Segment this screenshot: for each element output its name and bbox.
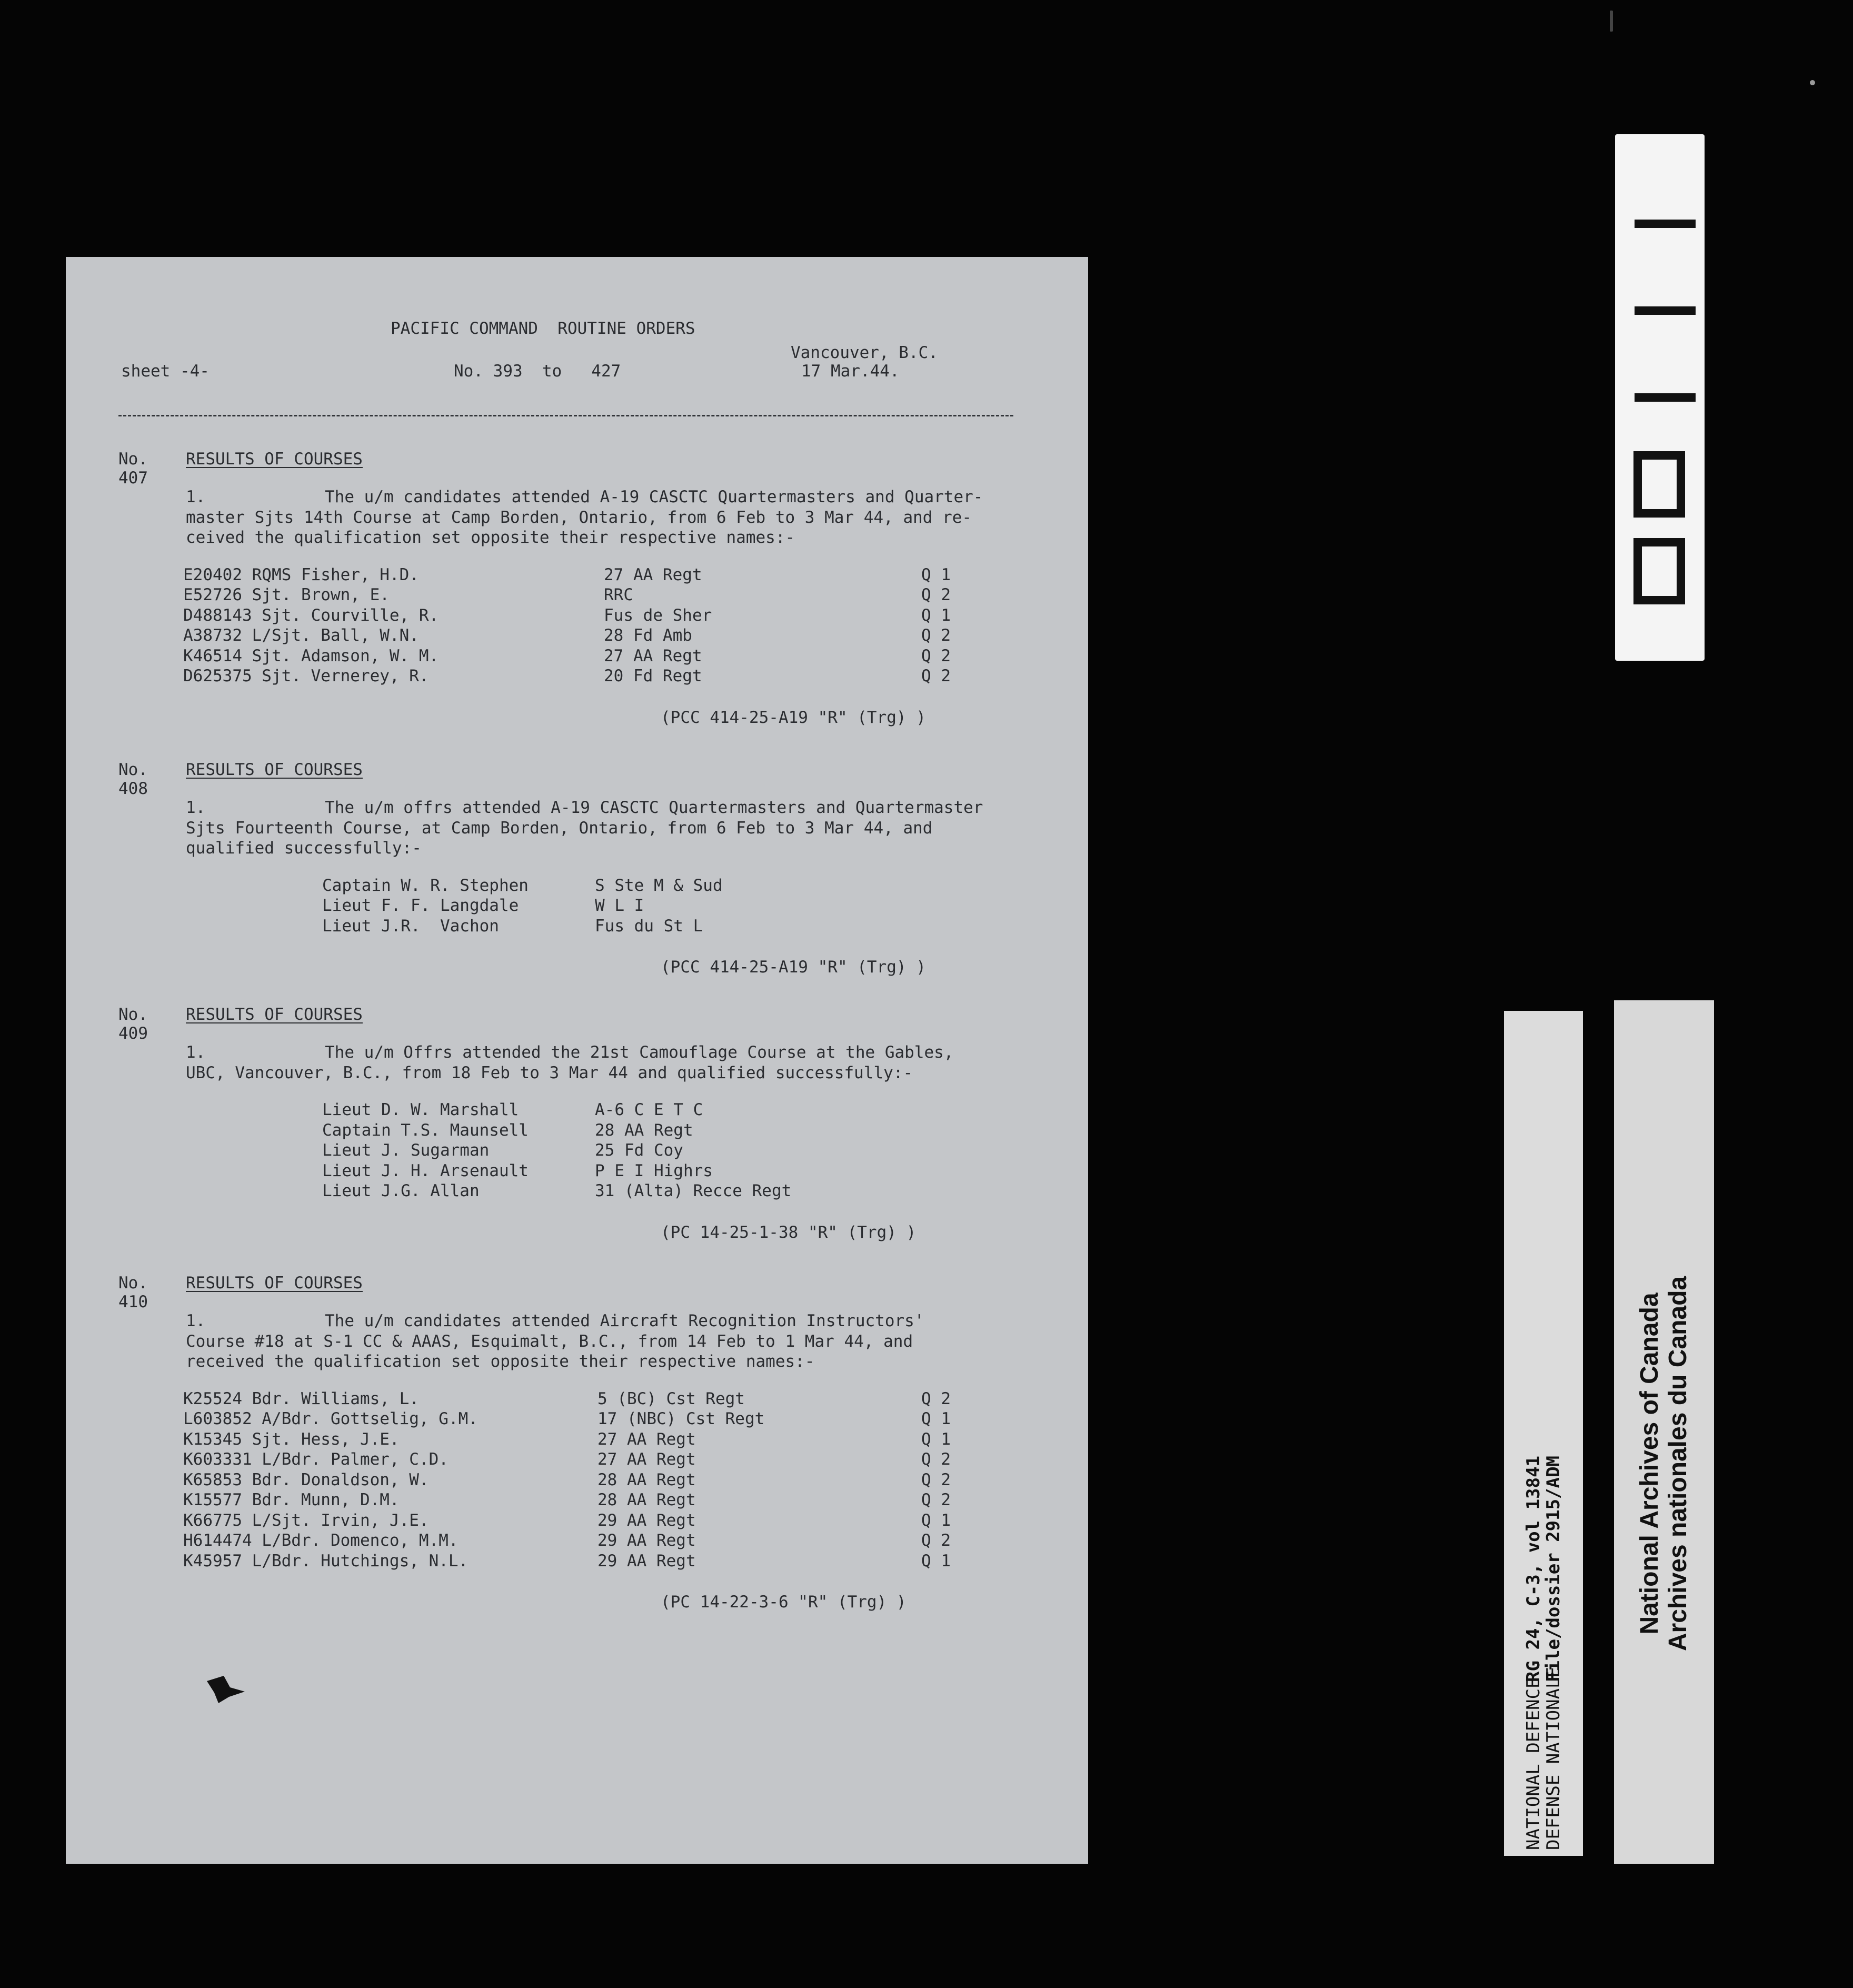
qualification: Q 1 bbox=[921, 565, 951, 584]
counter-digit bbox=[1638, 542, 1681, 600]
candidate-unit: 27 AA Regt bbox=[604, 646, 702, 665]
header-rule bbox=[118, 415, 1013, 416]
archives-banner bbox=[1614, 1000, 1714, 1864]
document-page bbox=[66, 257, 1088, 1864]
counter-digits bbox=[1615, 134, 1705, 661]
candidate-unit: 5 (BC) Cst Regt bbox=[597, 1389, 745, 1408]
paragraph-line: The u/m candidates attended Aircraft Recognition Instructors' bbox=[325, 1311, 924, 1330]
qualification: Q 2 bbox=[921, 646, 951, 665]
issue-date: 17 Mar.44. bbox=[801, 362, 900, 381]
candidate-unit: 27 AA Regt bbox=[597, 1450, 696, 1469]
candidate-name: K45957 L/Bdr. Hutchings, N.L. bbox=[183, 1551, 469, 1570]
speck bbox=[1810, 80, 1815, 85]
qualification: Q 1 bbox=[921, 1429, 951, 1449]
candidate-unit: 25 Fd Coy bbox=[595, 1141, 683, 1160]
section-heading: RESULTS OF COURSES bbox=[186, 450, 363, 469]
candidate-unit: W L I bbox=[595, 896, 644, 915]
qualification: Q 2 bbox=[921, 585, 951, 604]
order-number: 407 bbox=[118, 469, 148, 488]
department-en: NATIONAL DEFENCE bbox=[1523, 1677, 1544, 1850]
archive-label bbox=[1504, 1011, 1583, 1856]
qualification: Q 2 bbox=[921, 626, 951, 645]
candidate-name: E52726 Sjt. Brown, E. bbox=[183, 585, 390, 604]
candidate-name: Lieut D. W. Marshall bbox=[322, 1100, 519, 1119]
document-title: PACIFIC COMMAND ROUTINE ORDERS bbox=[391, 319, 695, 338]
order-number: 409 bbox=[118, 1024, 148, 1043]
candidate-unit: 29 AA Regt bbox=[597, 1510, 696, 1530]
file-reference: (PCC 414-25-A19 "R" (Trg) ) bbox=[661, 708, 926, 727]
paragraph-line: Sjts Fourteenth Course, at Camp Borden, Ontario, from 6 Feb to 3 Mar 44, and bbox=[186, 818, 933, 838]
candidate-unit: 17 (NBC) Cst Regt bbox=[597, 1409, 765, 1428]
qualification: Q 1 bbox=[921, 1510, 951, 1530]
candidate-name: A38732 L/Sjt. Ball, W.N. bbox=[183, 626, 419, 645]
qualification: Q 1 bbox=[921, 1551, 951, 1570]
archive-reference bbox=[1523, 1456, 1563, 1682]
paragraph-line: qualified successfully:- bbox=[186, 839, 422, 858]
candidate-unit: A-6 C E T C bbox=[595, 1100, 703, 1119]
candidate-name: D488143 Sjt. Courville, R. bbox=[183, 605, 439, 625]
paragraph-line: Course #18 at S-1 CC & AAAS, Esquimalt, B.C., from 14 Feb to 1 Mar 44, and bbox=[186, 1331, 913, 1351]
file-reference: (PC 14-25-1-38 "R" (Trg) ) bbox=[661, 1222, 916, 1242]
candidate-unit: 31 (Alta) Recce Regt bbox=[595, 1181, 792, 1200]
candidate-unit: Fus de Sher bbox=[604, 605, 712, 625]
candidate-name: Lieut J.G. Allan bbox=[322, 1181, 480, 1200]
candidate-unit: RRC bbox=[604, 585, 633, 604]
candidate-name: L603852 A/Bdr. Gottselig, G.M. bbox=[183, 1409, 478, 1428]
order-number: 408 bbox=[118, 779, 148, 798]
candidate-name: K25524 Bdr. Williams, L. bbox=[183, 1389, 419, 1408]
paragraph-number: 1. bbox=[186, 798, 206, 817]
department-name bbox=[1523, 1667, 1563, 1850]
department-fr: DEFENSE NATIONALE bbox=[1543, 1667, 1564, 1850]
candidate-unit: 28 AA Regt bbox=[595, 1120, 693, 1140]
candidate-unit: S Ste M & Sud bbox=[595, 876, 723, 895]
candidate-name: K65853 Bdr. Donaldson, W. bbox=[183, 1470, 429, 1489]
sheet-number: sheet -4- bbox=[121, 362, 210, 381]
file-reference: (PCC 414-25-A19 "R" (Trg) ) bbox=[661, 958, 926, 977]
candidate-name: Captain W. R. Stephen bbox=[322, 876, 529, 895]
qualification: Q 2 bbox=[921, 1450, 951, 1469]
section-heading: RESULTS OF COURSES bbox=[186, 760, 363, 779]
candidate-name: Lieut F. F. Langdale bbox=[322, 896, 519, 915]
qualification: Q 2 bbox=[921, 1470, 951, 1489]
candidate-unit: 27 AA Regt bbox=[597, 1429, 696, 1449]
candidate-name: K15345 Sjt. Hess, J.E. bbox=[183, 1429, 400, 1449]
order-no-label: No. bbox=[118, 760, 148, 779]
candidate-name: Lieut J. H. Arsenault bbox=[322, 1161, 529, 1180]
counter-digit bbox=[1638, 455, 1681, 513]
candidate-name: Lieut J.R. Vachon bbox=[322, 916, 499, 936]
archives-name-en: National Archives of Canada bbox=[1636, 1293, 1663, 1635]
reference-line-2: File/dossier 2915/ADM bbox=[1543, 1456, 1564, 1682]
qualification: Q 1 bbox=[921, 605, 951, 625]
section-heading: RESULTS OF COURSES bbox=[186, 1274, 363, 1293]
qualification: Q 2 bbox=[921, 1531, 951, 1550]
paragraph-line: received the qualification set opposite their respective names:- bbox=[186, 1352, 815, 1371]
candidate-unit: P E I Highrs bbox=[595, 1161, 713, 1180]
candidate-name: K46514 Sjt. Adamson, W. M. bbox=[183, 646, 439, 665]
speck bbox=[1610, 11, 1613, 32]
reference-line-1: RG 24, C-3, vol 13841 bbox=[1523, 1456, 1544, 1682]
candidate-name: H614474 L/Bdr. Domenco, M.M. bbox=[183, 1531, 459, 1550]
order-no-label: No. bbox=[118, 450, 148, 469]
paragraph-line: The u/m offrs attended A-19 CASCTC Quartermasters and Quartermaster bbox=[325, 798, 983, 817]
candidate-name: Captain T.S. Maunsell bbox=[322, 1120, 529, 1140]
section-heading: RESULTS OF COURSES bbox=[186, 1005, 363, 1024]
candidate-unit: 20 Fd Regt bbox=[604, 667, 702, 685]
issue-place: Vancouver, B.C. bbox=[791, 343, 938, 362]
ink-blot bbox=[203, 1672, 250, 1708]
candidate-name: K66775 L/Sjt. Irvin, J.E. bbox=[183, 1510, 429, 1530]
candidate-unit: 28 AA Regt bbox=[597, 1490, 696, 1509]
qualification: Q 1 bbox=[921, 1409, 951, 1428]
paragraph-line: master Sjts 14th Course at Camp Borden, Ontario, from 6 Feb to 3 Mar 44, and re- bbox=[186, 508, 972, 527]
qualification: Q 2 bbox=[921, 1389, 951, 1408]
frame-counter bbox=[1615, 134, 1705, 661]
order-no-label: No. bbox=[118, 1005, 148, 1024]
candidate-name: K603331 L/Bdr. Palmer, C.D. bbox=[183, 1450, 449, 1469]
paragraph-line: UBC, Vancouver, B.C., from 18 Feb to 3 Mar 44 and qualified successfully:- bbox=[186, 1063, 913, 1082]
candidate-name: D625375 Sjt. Vernerey, R. bbox=[183, 667, 429, 685]
order-number: 410 bbox=[118, 1293, 148, 1311]
order-no-label: No. bbox=[118, 1274, 148, 1293]
paragraph-line: The u/m candidates attended A-19 CASCTC Quartermasters and Quarter- bbox=[325, 488, 983, 506]
candidate-name: K15577 Bdr. Munn, D.M. bbox=[183, 1490, 400, 1509]
candidate-name: Lieut J. Sugarman bbox=[322, 1141, 490, 1160]
paragraph-line: The u/m Offrs attended the 21st Camouflage Course at the Gables, bbox=[325, 1043, 954, 1062]
candidate-unit: Fus du St L bbox=[595, 916, 703, 936]
archives-name bbox=[1636, 1276, 1692, 1651]
paragraph-number: 1. bbox=[186, 1311, 206, 1330]
candidate-name: E20402 RQMS Fisher, H.D. bbox=[183, 565, 419, 584]
qualification: Q 2 bbox=[921, 667, 951, 685]
paragraph-line: ceived the qualification set opposite their respective names:- bbox=[186, 528, 795, 547]
candidate-unit: 29 AA Regt bbox=[597, 1531, 696, 1550]
candidate-unit: 29 AA Regt bbox=[597, 1551, 696, 1570]
candidate-unit: 28 Fd Amb bbox=[604, 626, 692, 645]
candidate-unit: 28 AA Regt bbox=[597, 1470, 696, 1489]
qualification: Q 2 bbox=[921, 1490, 951, 1509]
order-range: No. 393 to 427 bbox=[454, 362, 621, 381]
paragraph-number: 1. bbox=[186, 488, 206, 506]
file-reference: (PC 14-22-3-6 "R" (Trg) ) bbox=[661, 1593, 906, 1612]
archives-name-fr: Archives nationales du Canada bbox=[1664, 1276, 1692, 1652]
candidate-unit: 27 AA Regt bbox=[604, 565, 702, 584]
paragraph-number: 1. bbox=[186, 1043, 206, 1062]
